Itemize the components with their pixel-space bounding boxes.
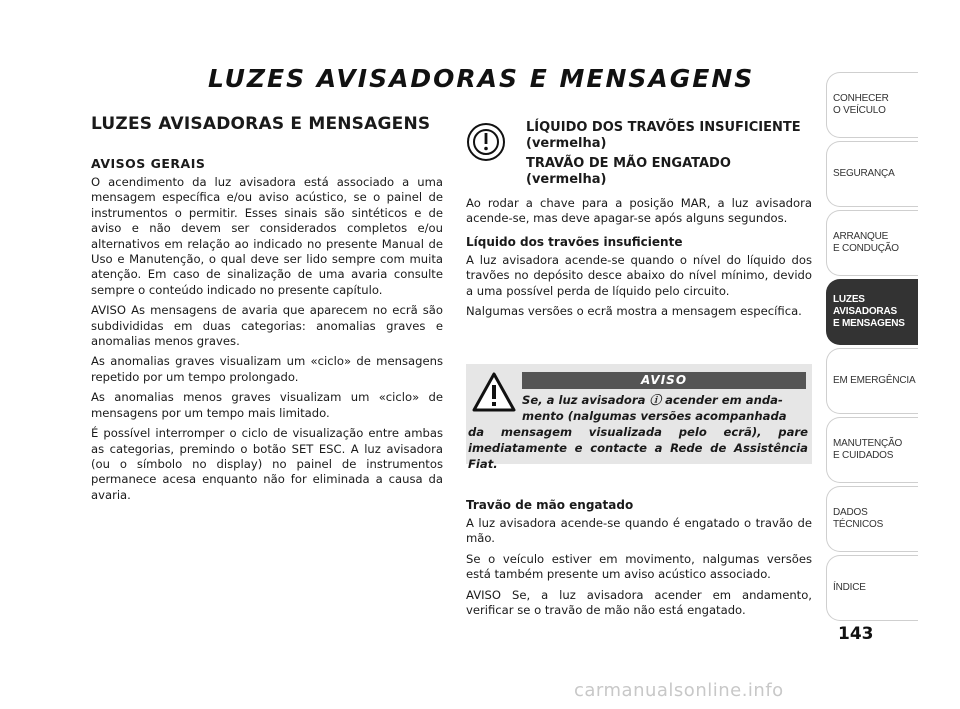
paragraph: A luz avisadora acende-se quando o nível do líquido dos travões no depósito desce abaixo do nível mínimo, devido a uma possível perda de líquido pelo circuito. <box>466 252 812 298</box>
tab-label: DADOS TÉCNICOS <box>833 507 884 530</box>
paragraph: Se o veículo estiver em movimento, nalgumas versões está também presente um aviso acústico associado. <box>466 551 812 582</box>
tab-luzes-avisadoras[interactable] <box>826 279 918 345</box>
aviso-line: Se, a luz avisadora ⓘ acender em anda- <box>522 393 783 407</box>
section-title: LUZES AVISADORAS E MENSAGENS <box>91 114 431 134</box>
subhead-brake-fluid: Líquido dos travões insuficiente <box>466 234 683 249</box>
paragraph: A luz avisadora acende-se quando é engatado o travão de mão. <box>466 516 812 546</box>
tab-label: O VEÍCULO <box>833 105 886 116</box>
brake-warning-icon <box>466 122 506 162</box>
tab-dados-tecnicos[interactable] <box>826 486 918 552</box>
chapter-tabs <box>826 72 918 624</box>
intro-paragraph: Ao rodar a chave para a posição MAR, a luz avisadora acende-se, mas deve apagar-se após alguns segundos. <box>466 196 812 226</box>
aviso-line: mento (nalgumas versões acompanhada <box>522 409 787 423</box>
tab-label: CONHECER <box>833 93 889 104</box>
warning-title-handbrake: TRAVÃO DE MÃO ENGATADO (vermelha) <box>526 156 731 187</box>
subhead-handbrake: Travão de mão engatado <box>466 498 634 512</box>
tab-label: E CUIDADOS <box>833 450 894 461</box>
aviso-label: AVISO <box>522 372 806 389</box>
tab-label: AVISADORAS <box>833 306 897 317</box>
left-column <box>91 114 443 508</box>
tab-label: EM EMERGÊNCIA <box>833 375 916 386</box>
tab-label: E CONDUÇÃO <box>833 243 899 254</box>
tab-label: ARRANQUE <box>833 231 889 242</box>
paragraph: É possível interromper o ciclo de visualização entre ambas as categorias, premindo o botão SET ESC. A luz avisadora (ou o símbolo no display) no painel de instrumentos permanece acesa enquanto não for eliminada a causa da avaria. <box>91 426 443 502</box>
tab-label: E MENSAGENS <box>833 318 905 329</box>
tab-indice[interactable] <box>826 555 918 621</box>
tab-conhecer-o-veiculo[interactable] <box>826 72 918 138</box>
paragraph: AVISO Se, a luz avisadora acender em andamento, verificar se o travão de mão não está engatado. <box>466 587 812 618</box>
paragraph: Nalgumas versões o ecrã mostra a mensagem específica. <box>466 304 802 319</box>
warning-title-brake-fluid: LÍQUIDO DOS TRAVÕES INSUFICIENTE (vermelha) <box>526 120 801 151</box>
tab-label: MANUTENÇÃO <box>833 438 903 449</box>
paragraph: As anomalias graves visualizam um «ciclo» de mensagens repetido por um tempo prolongado. <box>91 354 443 384</box>
aviso-warning-box <box>466 364 812 471</box>
paragraph: As anomalias menos graves visualizam um «ciclo» de mensagens por um tempo mais limitado. <box>91 390 443 420</box>
tab-em-emergencia[interactable] <box>826 348 918 414</box>
tab-manutencao-e-cuidados[interactable] <box>826 417 918 483</box>
aviso-text <box>468 392 808 472</box>
tab-arranque-e-conducao[interactable] <box>826 210 918 276</box>
paragraph: AVISO As mensagens de avaria que aparecem no ecrã são subdivididas em duas categorias: anomalias graves e anomalias menos graves. <box>91 303 443 349</box>
aviso-line: da mensagem visualizada pelo ecrã), pare imediatamente e contacte a Rede de Assistência Fiat. <box>468 425 808 471</box>
tab-seguranca[interactable] <box>826 141 918 207</box>
warning-header <box>466 120 812 192</box>
page-number: 143 <box>838 624 874 644</box>
tab-label: LUZES <box>833 294 865 305</box>
page-title: LUZES AVISADORAS E MENSAGENS <box>208 64 755 93</box>
right-column <box>466 120 812 324</box>
watermark: carmanualsonline.info <box>574 680 784 701</box>
paragraph: O acendimento da luz avisadora está associado a uma mensagem específica e/ou aviso acústico, se o painel de instrumentos o permitir. Esses sinais são sintéticos e de aviso e não devem ser considerados completos e/ou alternativos em relação ao indicado no presente Manual de Uso e Manutenção, o qual deve ser lido sempre com muita atenção. Em caso de sinalização de uma avaria consulte sempre o conteúdo indicado no presente capítulo. <box>91 175 443 297</box>
tab-label: SEGURANÇA <box>833 168 895 179</box>
tab-label: ÍNDICE <box>833 582 866 593</box>
subhead-avisos-gerais: AVISOS GERAIS <box>91 156 206 171</box>
right-column-lower <box>466 490 812 623</box>
